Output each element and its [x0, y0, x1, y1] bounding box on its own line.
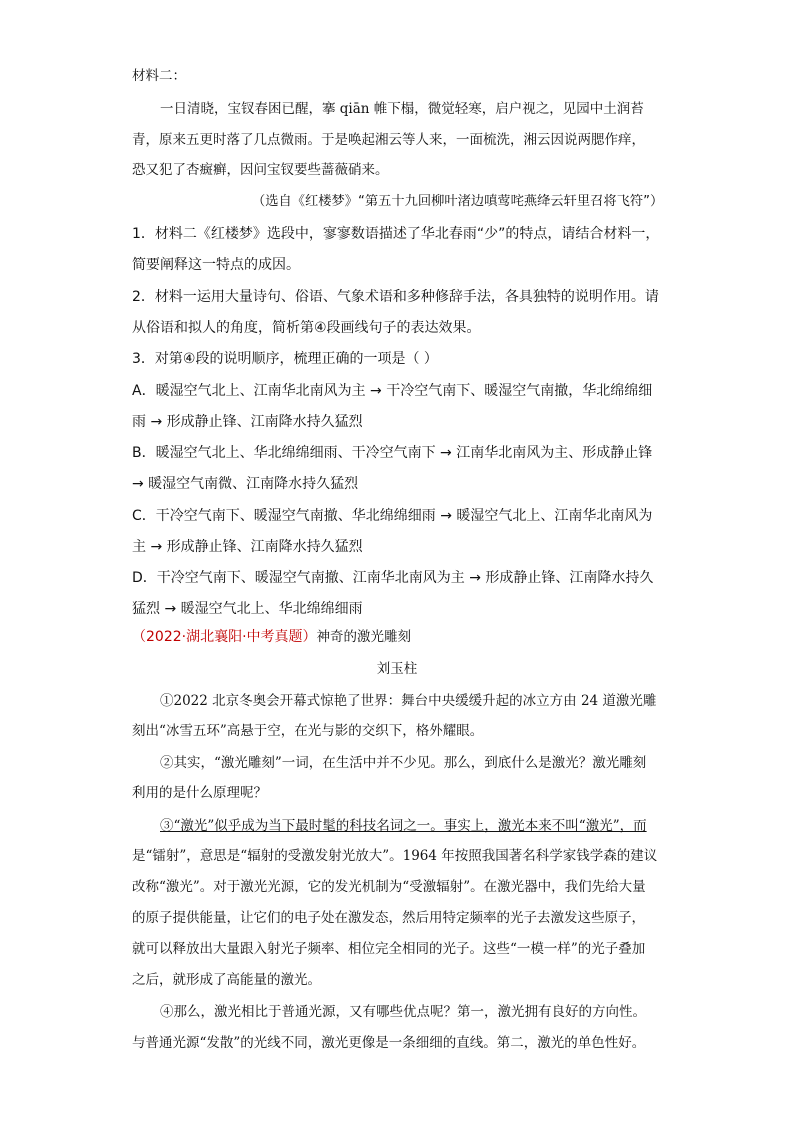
option-c-line: C．干冷空气南下、暖湿空气南撤、华北绵绵细雨 → 暖湿空气北上、江南华北南风为 [132, 508, 653, 524]
option-d-line: D．干冷空气南下、暖湿空气南撤、江南华北南风为主 → 形成静止锋、江南降水持久 [132, 570, 654, 586]
exam-source-tag: （2022·湖北襄阳·中考真题） [132, 629, 317, 645]
question-3-line: 3．对第④段的说明顺序，梳理正确的一项是（ ） [132, 351, 438, 367]
paragraph-line: 之后，就形成了高能量的激光。 [132, 972, 321, 988]
article-title: 神奇的激光雕刻 [316, 629, 412, 645]
question-2-line: 2．材料一运用大量诗句、俗语、气象术语和多种修辞手法，各具独特的说明作用。请 [132, 289, 659, 305]
option-b-line: → 暖湿空气南微、江南降水持久猛烈 [132, 476, 359, 492]
paragraph-line: 改称“激光”。对于激光光源，它的发光机制为“受激辐射”。在激光器中，我们先给大量 [132, 879, 646, 895]
option-a-line: 雨 → 形成静止锋、江南降水持久猛烈 [132, 414, 363, 430]
paragraph-line: ②其实，“激光雕刻”一词，在生活中并不少见。那么，到底什么是激光？激光雕刻 [160, 755, 647, 771]
paragraph-line: 的原子提供能量，让它们的电子处在激发态，然后用特定频率的光子去激发这些原子， [132, 910, 645, 926]
paragraph-line-underlined: ③“激光”似乎成为当下最时髦的科技名词之一。事实上，激光本来不叫“激光”，而 [160, 818, 647, 834]
article-author: 刘玉柱 [376, 661, 418, 677]
material2-line: 恐又犯了杏癍癣，因问宝钗要些蔷薇硝来。 [132, 162, 389, 178]
paragraph-line: ④那么，激光相比于普通光源，又有哪些优点呢？第一，激光拥有良好的方向性。 [160, 1004, 646, 1020]
paragraph-line: ①2022 北京冬奥会开幕式惊艳了世界：舞台中央缓缓升起的冰立方由 24 道激光雕 [160, 693, 657, 709]
option-d-line: 猛烈 → 暖湿空气北上、华北绵绵细雨 [132, 601, 363, 617]
paragraph-line: 是“镭射”，意思是“辐射的受激发射光放大”。1964 年按照我国著名科学家钱学森的建议 [132, 848, 658, 864]
paragraph-line: 刻出“冰雪五环”高悬于空，在光与影的交织下，格外耀眼。 [132, 723, 484, 739]
paragraph-line: 利用的是什么原理呢？ [132, 785, 267, 801]
option-c-line: 主 → 形成静止锋、江南降水持久猛烈 [132, 539, 363, 555]
option-a-line: A．暖湿空气北上、江南华北南风为主 → 干冷空气南下、暖湿空气南撤，华北绵绵细 [132, 383, 653, 399]
article-heading [132, 627, 411, 647]
paragraph-line: 与普通光源“发散”的光线不同，激光更像是一条细细的直线。第二，激光的单色性好。 [132, 1035, 646, 1051]
material2-source: （选自《红楼梦》“第五十九回柳叶渚边嗔莺咤燕绛云轩里召将飞符”） [252, 194, 664, 209]
option-b-line: B．暖湿空气北上、华北绵绵细雨、干冷空气南下 → 江南华北南风为主、形成静止锋 [132, 445, 653, 461]
paragraph-line: 就可以释放出大量跟入射光子频率、相位完全相同的光子。这些“一模一样”的光子叠加 [132, 941, 646, 957]
material2-title: 材料二： [132, 68, 186, 84]
question-1-line: 1．材料二《红楼梦》选段中，寥寥数语描述了华北春雨“少”的特点，请结合材料一， [132, 226, 660, 242]
material2-line: 一日清晓，宝钗春困已醒，搴 qiān 帷下榻，微觉轻寒，启户视之，见园中土润苔 [160, 101, 644, 117]
question-1-line: 简要阐释这一特点的成因。 [132, 257, 300, 273]
material2-line: 青，原来五更时落了几点微雨。于是唤起湘云等人来，一面梳洗，湘云因说两腮作痒， [132, 132, 645, 148]
question-2-line: 从俗语和拟人的角度，简析第④段画线句子的表达效果。 [132, 320, 481, 336]
